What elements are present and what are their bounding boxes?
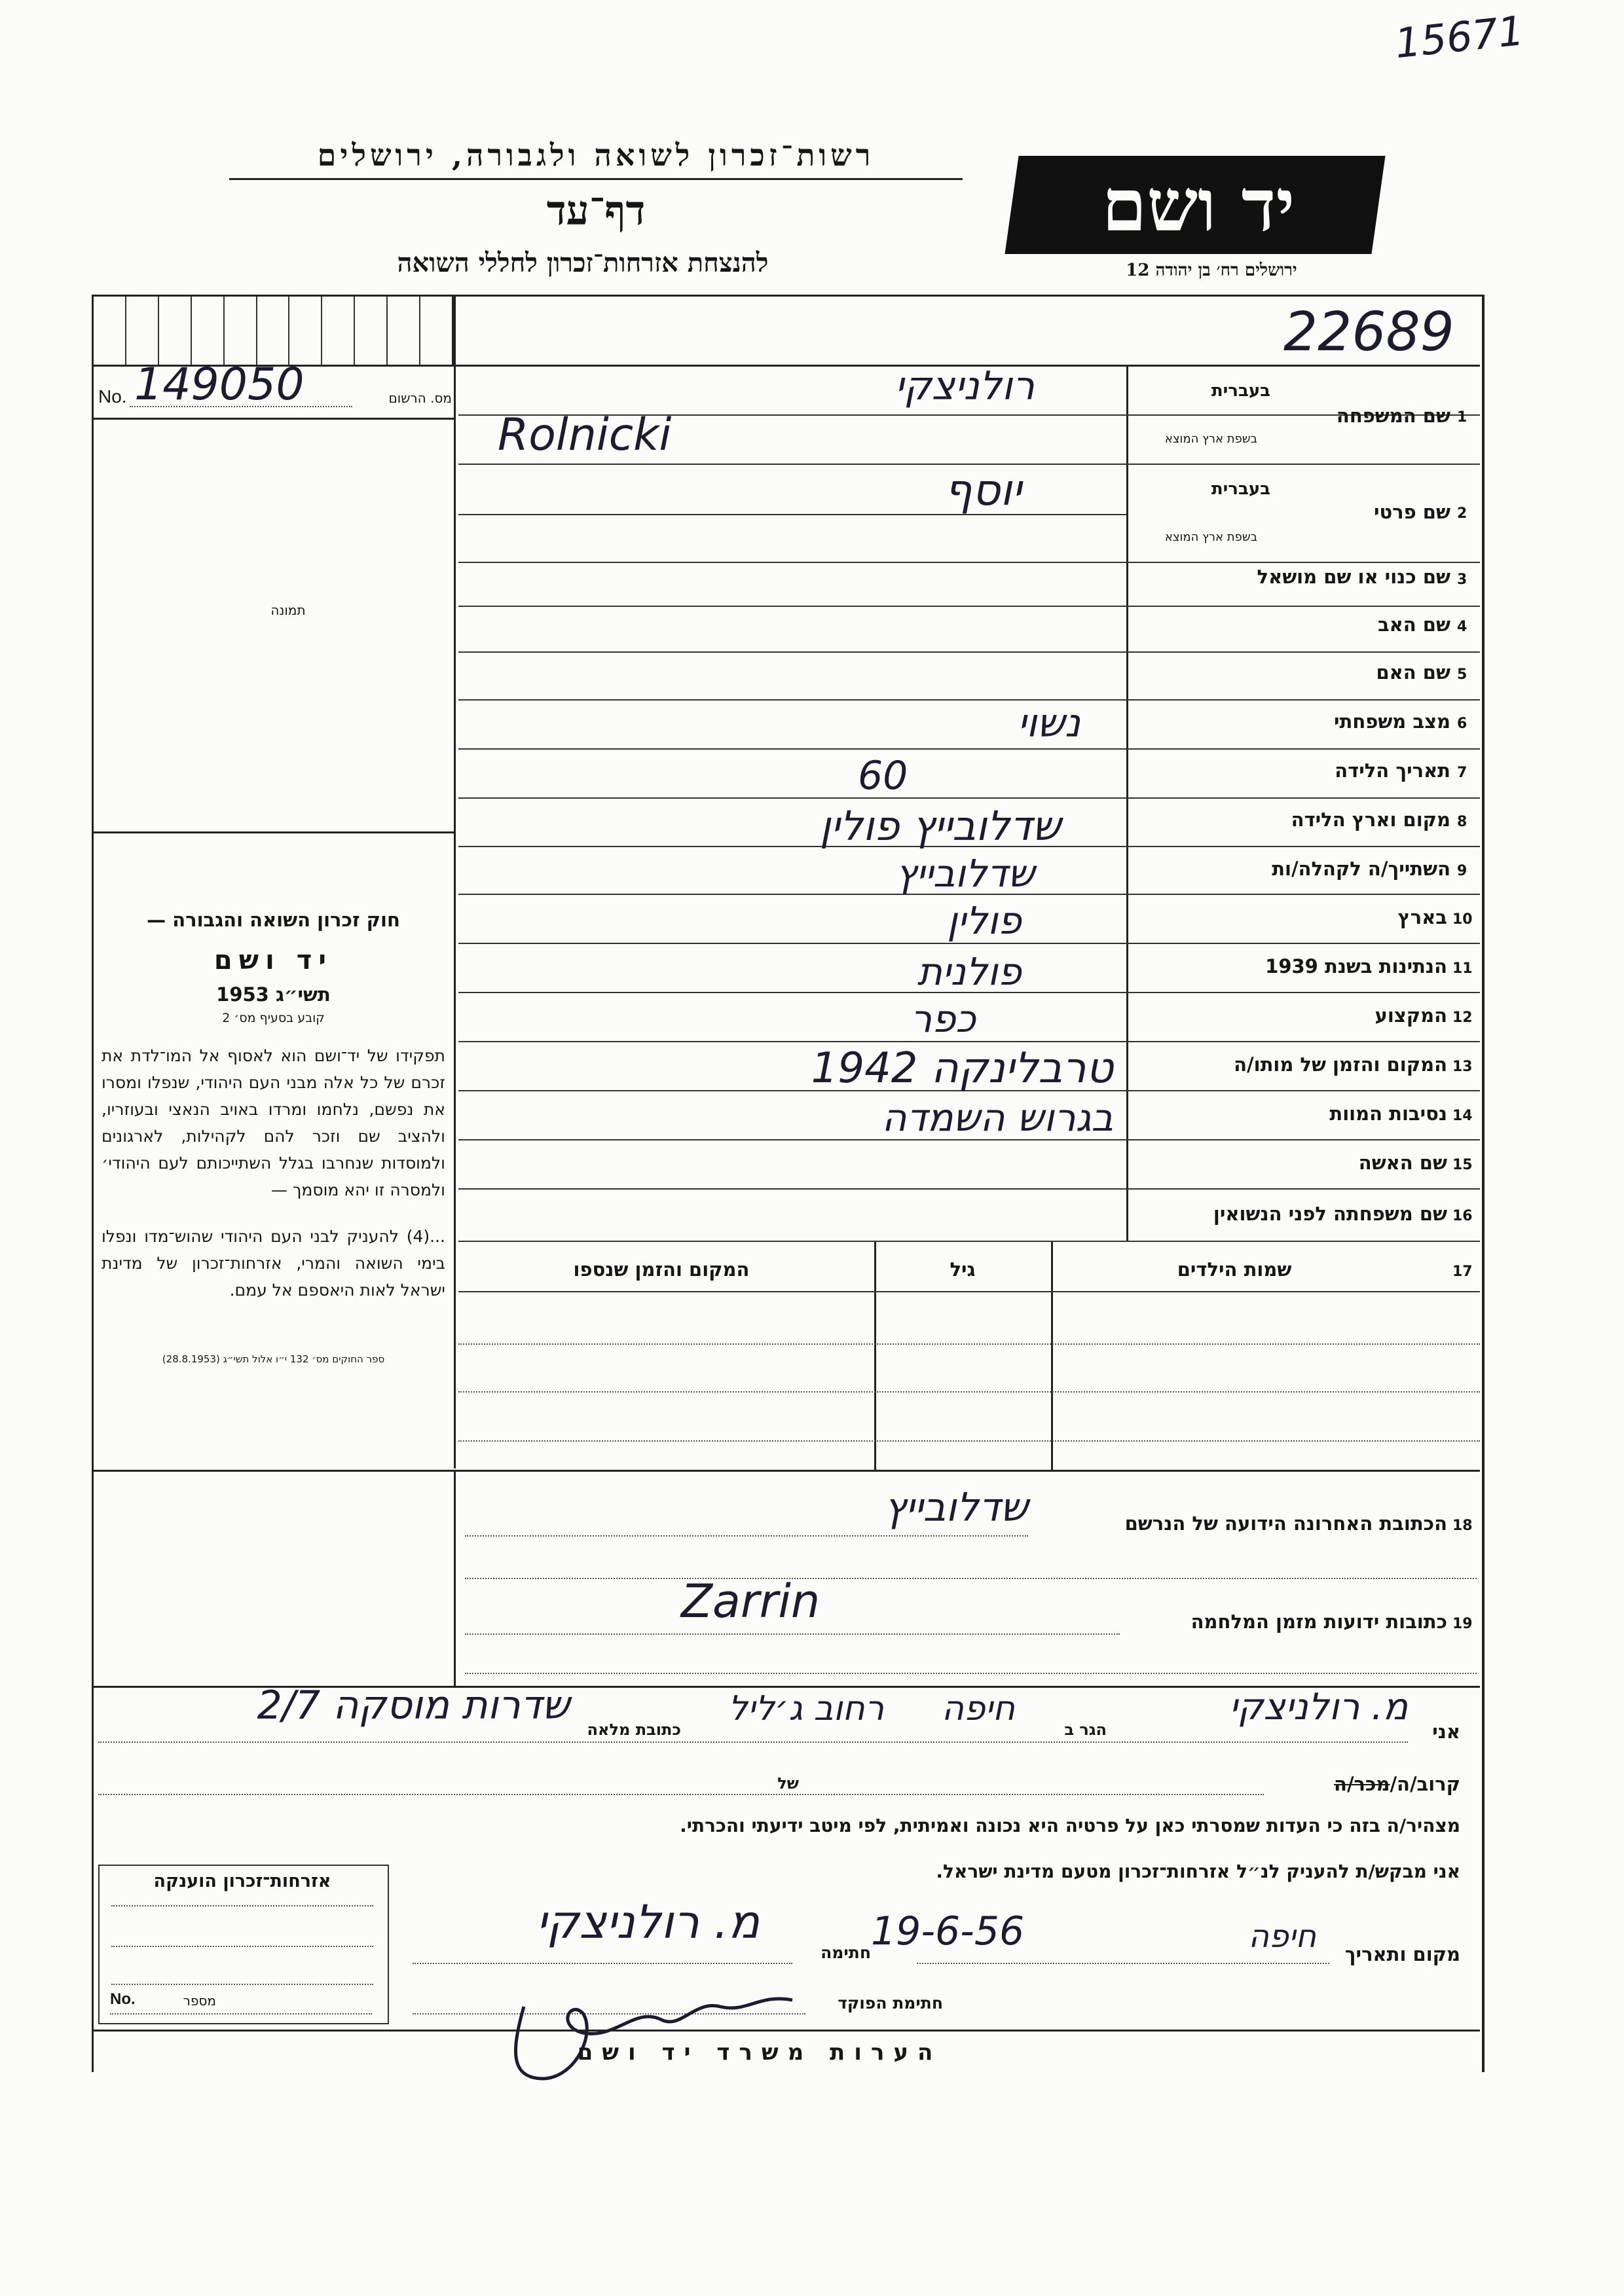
children-row-2 — [458, 1391, 1480, 1393]
field-1-sub-hebrew: בעברית — [1211, 381, 1270, 401]
field-12-value: כפר — [910, 996, 976, 1041]
field-7-number: 7 — [1457, 765, 1467, 781]
field-3-number: 3 — [1457, 572, 1467, 588]
row-line-4 — [458, 651, 1480, 653]
field-1-value-hebrew: רולניצקי — [895, 363, 1035, 409]
law-year: תשי״ג 1953 — [216, 983, 331, 1006]
citizenship-line-1 — [111, 1905, 373, 1906]
field-18-label: הכתובת האחרונה הידועה של הנרשם — [1124, 1512, 1447, 1535]
row-line-1c — [1126, 464, 1480, 465]
row-line-3 — [458, 606, 1480, 607]
row-line-15 — [458, 1188, 1480, 1190]
field-1-sub-origin: בשפת ארץ המוצא — [1164, 432, 1257, 446]
field-2-sub-origin: בשפת ארץ המוצא — [1164, 530, 1257, 544]
field-2-sub-hebrew: בעברית — [1211, 479, 1270, 499]
field-10-label: בארץ — [1397, 906, 1447, 928]
field-15-label: שם האשה — [1358, 1152, 1447, 1174]
remarks-top-line — [92, 2030, 1480, 2032]
children-row-1 — [458, 1343, 1480, 1345]
field-8-value: שדלובייץ פולין — [819, 802, 1061, 850]
field-14-number: 14 — [1452, 1108, 1473, 1124]
law-paragraph-2: ...(4) להעניק לבני העם היהודי שהוש־מדו ונפלו בימי השואה והמרי, אזרחות־זכרון של מדינת ישראל לאות היאספם אל עמם. — [101, 1227, 445, 1300]
field-2-value: יוסף — [944, 465, 1022, 515]
field-17-number: 17 — [1452, 1264, 1473, 1280]
registration-divider — [92, 418, 456, 420]
relative-label: קרוב/ה/מכר/ה — [1334, 1773, 1460, 1795]
field-18-number: 18 — [1452, 1518, 1473, 1534]
form-subtitle: להנצחת אזרחות־זכרון לחללי השואה — [397, 247, 769, 278]
photo-divider — [92, 831, 456, 833]
field-19-label: כתובות ידועות מזמן המלחמה — [1190, 1611, 1447, 1633]
children-age-header: גיל — [950, 1258, 976, 1281]
field-14-value: בגרוש השמדה — [881, 1095, 1113, 1140]
children-row-3 — [458, 1440, 1480, 1442]
field-16-label: שם משפחתה לפני הנשואין — [1213, 1203, 1447, 1225]
row-line-7 — [458, 797, 1480, 799]
resides-label: הגר ב — [1064, 1721, 1107, 1739]
place-value: חיפה — [1248, 1918, 1316, 1955]
children-bottom-line — [92, 1470, 1480, 1472]
field-11-value: פולנית — [917, 949, 1022, 994]
field-2-number: 2 — [1457, 505, 1467, 522]
field-6-label: מצב משפחתי — [1333, 710, 1450, 733]
of-label: של — [777, 1774, 799, 1793]
field-10-number: 10 — [1452, 911, 1473, 928]
children-col-divider-2 — [1051, 1242, 1053, 1471]
field-12-label: המקצוע — [1375, 1004, 1447, 1027]
field-1-label: שם המשפחה — [1336, 405, 1450, 427]
law-section: קובע בסעיף מס׳ 2 — [222, 1011, 325, 1025]
signature-value: מ. רולניצקי — [536, 1895, 760, 1949]
field-2-label: שם פרטי — [1373, 501, 1450, 523]
field-19-number: 19 — [1452, 1616, 1473, 1632]
field-9-number: 9 — [1457, 863, 1467, 879]
field-3-label: שם כנוי או שם מושאל — [1257, 566, 1450, 588]
field-11-number: 11 — [1452, 960, 1473, 977]
citizenship-number-label: מספר — [183, 1993, 216, 2009]
field-4-number: 4 — [1457, 619, 1467, 635]
field-9-value: שדלובייץ — [895, 851, 1035, 896]
declaration-line-1 — [98, 1741, 1408, 1743]
field-5-label: שם האם — [1376, 661, 1450, 683]
field-8-number: 8 — [1457, 814, 1467, 830]
registration-no-label: No. — [98, 386, 127, 407]
field-8-label: מקום וארץ הלידה — [1291, 809, 1450, 831]
relative-struck: מכר/ה — [1334, 1773, 1390, 1795]
relative-text: קרוב/ה — [1397, 1773, 1460, 1795]
row-line-2b — [458, 562, 1480, 563]
registration-label: מס. הרשום — [388, 390, 452, 406]
field-18-value: שדלובייץ — [884, 1485, 1028, 1531]
declaration-prefix: אני — [1432, 1721, 1460, 1743]
field-18-line-2 — [465, 1578, 1477, 1579]
place-date-label: מקום ותאריך — [1344, 1943, 1460, 1965]
full-address-label: כתובת מלאה — [587, 1721, 681, 1739]
citizenship-no-label: No. — [110, 1990, 136, 2008]
header-address: ירושלים רח׳ בן יהודה 12 — [1126, 261, 1297, 280]
lower-left-border — [454, 1470, 456, 1686]
field-5-number: 5 — [1457, 666, 1467, 683]
declarant-street: רחוב ג׳ליל — [728, 1689, 884, 1728]
label-column-border — [1126, 365, 1128, 1242]
row-line-16 — [458, 1241, 1480, 1242]
corner-archive-number: 15671 — [1392, 6, 1526, 68]
officer-signature-stroke — [516, 1999, 792, 2079]
form-title: דף־עד — [546, 187, 646, 234]
row-line-12 — [458, 1041, 1480, 1042]
place-date-line — [917, 1963, 1329, 1964]
citizenship-box-title: אזרחות־זכרון הוענקה — [153, 1871, 331, 1891]
law-paragraph-1: תפקידו של יד־ושם הוא לאסוף אל המו־לדת את זכרם של כל אלה מבני העם היהודי, שנפלו ומסרו את נפשם, נלחמו ומרדו באויב הנאצי ובעוזריו, ולהציב שם וזכר להם לקהילות, לארגונים ולמוסדות שנחרבו בגלל השתייכותם לעם היהודי׳ ולמסרה זו יהא מוסמך — — [101, 1046, 445, 1199]
declarant-name: מ. רולניצקי — [1229, 1686, 1408, 1728]
left-column-border — [454, 297, 456, 1468]
children-header-line — [458, 1291, 1480, 1292]
field-7-value: 60 — [858, 753, 908, 799]
field-13-value: טרבלינקה 1942 — [811, 1044, 1113, 1093]
field-7-label: תאריך הלידה — [1335, 759, 1450, 782]
field-6-value: נשוי — [1017, 701, 1080, 746]
field-1-value-latin: Rolnicki — [498, 409, 672, 461]
photo-label: תמונה — [270, 602, 306, 618]
field-4-label: שם האב — [1377, 613, 1450, 636]
officer-signature — [485, 1954, 825, 2085]
logo-text: יד ושם — [1101, 163, 1295, 247]
field-10-value: פולין — [947, 898, 1022, 943]
row-line-10 — [458, 943, 1480, 944]
children-col-divider-1 — [874, 1242, 876, 1471]
signature-label: חתימה — [821, 1943, 871, 1962]
field-12-number: 12 — [1452, 1010, 1473, 1026]
field-9-label: השתייך/ה לקהלה/ות — [1272, 858, 1450, 880]
code-boxes — [94, 297, 454, 365]
law-citation: ספר החוקים מס׳ 132 י״ו אלול תשי״ג (28.8.1953) — [162, 1353, 385, 1365]
children-names-header: שמות הילדים — [1177, 1258, 1292, 1281]
law-text-block — [101, 909, 445, 1365]
field-19-value: Zarrin — [681, 1575, 821, 1628]
law-name: יד ושם — [213, 945, 333, 975]
field-16-number: 16 — [1452, 1208, 1473, 1224]
field-6-number: 6 — [1457, 716, 1467, 732]
children-place-header: המקום והזמן שנספו — [573, 1258, 750, 1281]
field-13-number: 13 — [1452, 1059, 1473, 1075]
field-19-line — [465, 1633, 1120, 1635]
authority-underline — [229, 178, 963, 180]
field-14-label: נסיבות המוות — [1329, 1102, 1447, 1125]
field-1-number: 1 — [1457, 409, 1467, 426]
declaration-statement: מצהיר/ה בזה כי העדות שמסרתי כאן על פרטיה היא נכונה ואמיתית, לפי מיטב ידיעתי והכרתי. — [680, 1815, 1460, 1836]
field-18-line — [465, 1535, 1028, 1537]
citizenship-line-2 — [111, 1946, 373, 1947]
field-13-label: המקום והזמן של מותו/ה — [1234, 1053, 1447, 1076]
law-heading: חוק זכרון השואה והגבורה — — [147, 909, 400, 931]
declaration-line-2 — [98, 1794, 1264, 1795]
officer-label: חתימת הפוקד — [838, 1994, 943, 2013]
row-line-6 — [458, 748, 1480, 750]
field-15-number: 15 — [1452, 1157, 1473, 1173]
authority-title: רשות־זכרון לשואה ולגבורה, ירושלים — [317, 137, 875, 173]
citizenship-line-3 — [111, 1984, 373, 1985]
registration-number: 149050 — [134, 359, 304, 410]
record-number: 22689 — [1283, 301, 1454, 363]
full-address-value: שדרות מוסקה 2/7 — [257, 1683, 570, 1728]
declaration-request: אני מבקש/ת להעניק לנ״ל אזרחות־זכרון מטעם מדינת ישראל. — [936, 1861, 1460, 1882]
footer-remarks: הערות משרד יד ושם — [577, 2039, 942, 2066]
declarant-city: חיפה — [941, 1689, 1015, 1728]
citizenship-line-4 — [110, 2013, 372, 2014]
date-value: 19-6-56 — [871, 1908, 1025, 1954]
field-19-line-2 — [465, 1673, 1477, 1674]
field-11-label: הנתינות בשנת 1939 — [1265, 955, 1447, 977]
